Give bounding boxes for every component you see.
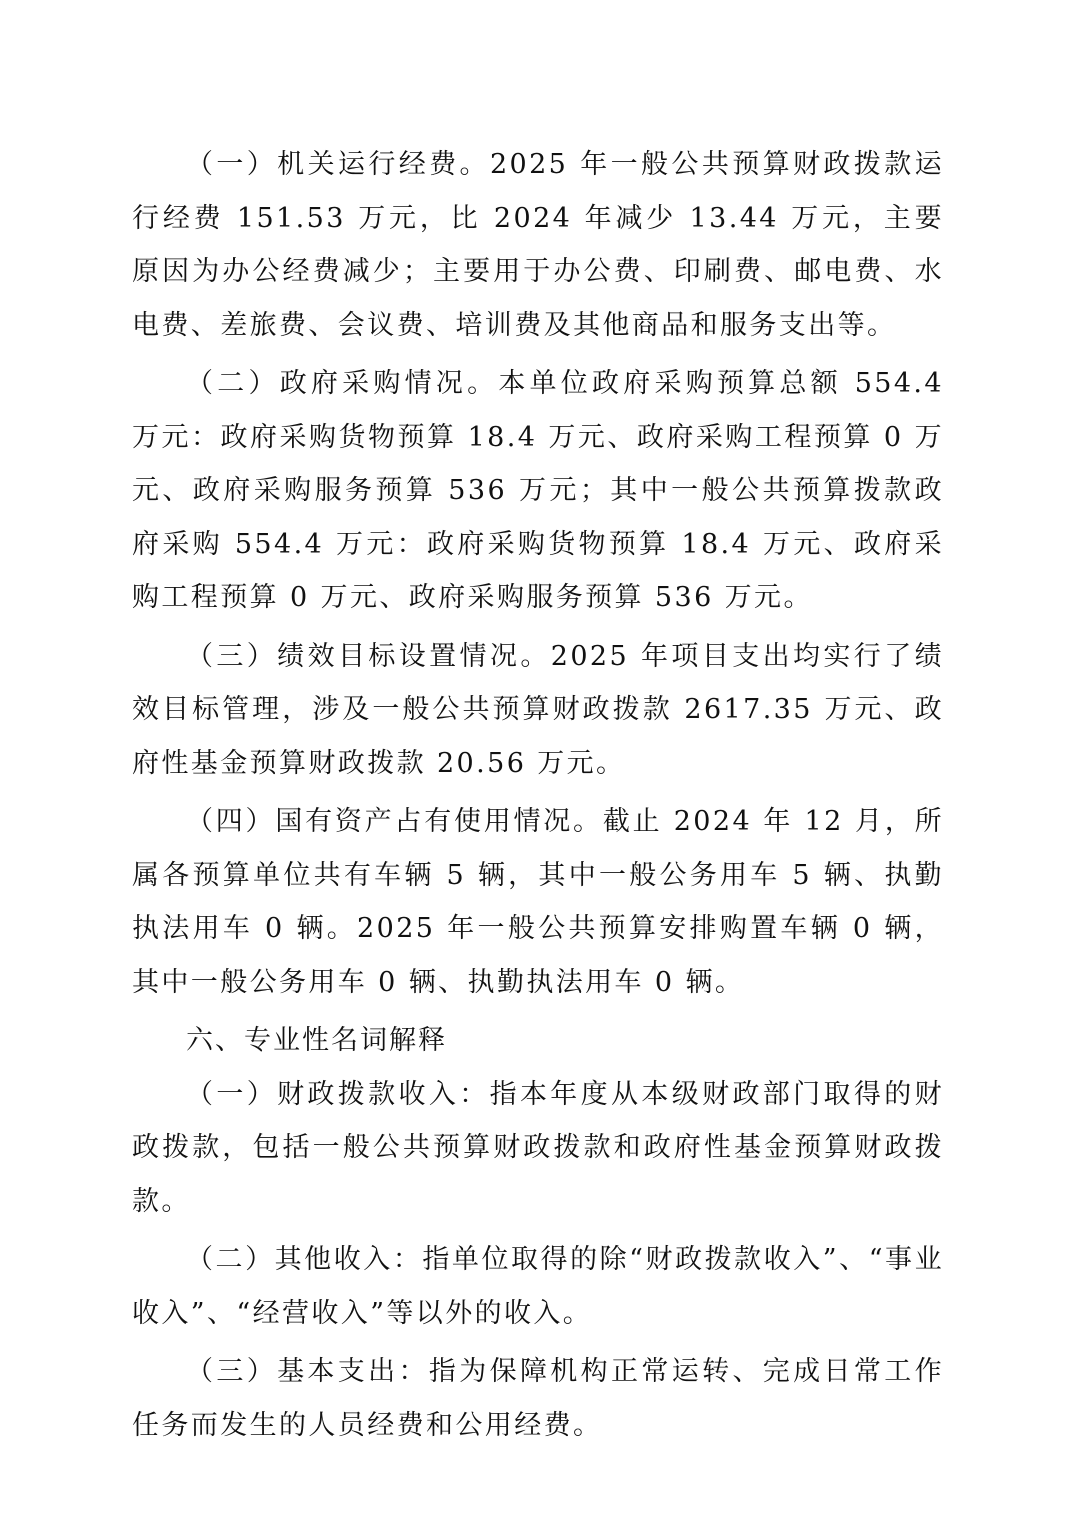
section-heading-terminology: 六、专业性名词解释 xyxy=(186,1025,447,1056)
paragraph-performance-targets: （三）绩效目标设置情况。2025 年项目支出均实行了绩效目标管理，涉及一般公共预算财政拨款 2617.35 万元、政府性基金预算财政拨款 20.56 万元。 xyxy=(132,640,944,779)
paragraph-government-procurement: （二）政府采购情况。本单位政府采购预算总额 554.4 万元：政府采购货物预算 18.4 万元、政府采购工程预算 0 万元、政府采购服务预算 536 万元；其中一般公共预算拨款政府采购 554.4 万元：政府采购货物预算 18.4 万元、政府采购工程预算 0 万元、政府采购服务预算 536 万元。 xyxy=(132,368,944,613)
document-body xyxy=(132,138,944,1452)
definition-other-income: （二）其他收入：指单位取得的除“财政拨款收入”、“事业收入”、“经营收入”等以外的收入。 xyxy=(132,1244,944,1329)
definition-fiscal-appropriation-income: （一）财政拨款收入：指本年度从本级财政部门取得的财政拨款，包括一般公共预算财政拨款和政府性基金预算财政拨款。 xyxy=(132,1078,944,1217)
definition-basic-expenditure: （三）基本支出：指为保障机构正常运转、完成日常工作任务而发生的人员经费和公用经费。 xyxy=(132,1356,944,1441)
paragraph-agency-operating-expenses: （一）机关运行经费。2025 年一般公共预算财政拨款运行经费 151.53 万元，比 2024 年减少 13.44 万元，主要原因为办公经费减少；主要用于办公费、印刷费、邮电费、水电费、差旅费、会议费、培训费及其他商品和服务支出等。 xyxy=(132,149,944,341)
paragraph-state-assets: （四）国有资产占有使用情况。截止 2024 年 12 月，所属各预算单位共有车辆 5 辆，其中一般公务用车 5 辆、执勤执法用车 0 辆。2025 年一般公共预算安排购置车辆 0 辆，其中一般公务用车 0 辆、执勤执法用车 0 辆。 xyxy=(132,806,944,998)
